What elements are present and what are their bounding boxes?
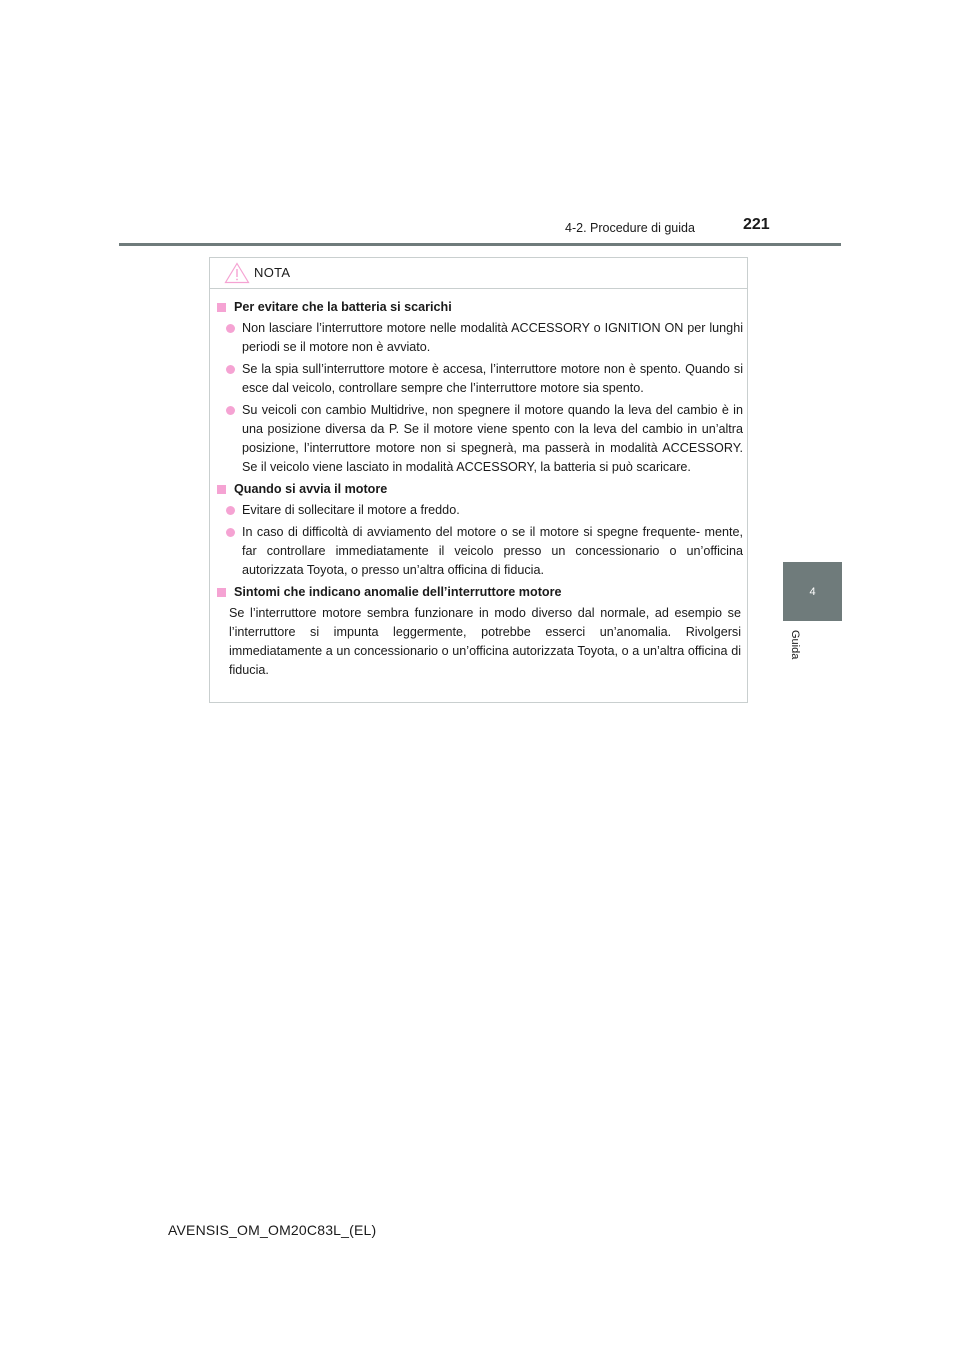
chapter-tab: [783, 562, 842, 621]
square-bullet-icon: [217, 303, 226, 312]
list-item: [210, 360, 749, 398]
list-item: [210, 501, 749, 520]
nota-box: [209, 257, 748, 703]
nota-title: NOTA: [254, 265, 291, 280]
chapter-number: 4: [809, 585, 816, 598]
circle-bullet-icon: [226, 506, 235, 515]
nota-body: [210, 298, 749, 680]
section-heading-text: Quando si avvia il motore: [234, 482, 388, 496]
circle-bullet-icon: [226, 324, 235, 333]
warning-triangle-icon: [224, 262, 250, 284]
square-bullet-icon: [217, 588, 226, 597]
section-heading: [214, 583, 749, 602]
list-item: [210, 319, 749, 357]
circle-bullet-icon: [226, 365, 235, 374]
footer-doc-code: AVENSIS_OM_OM20C83L_(EL): [168, 1222, 377, 1238]
circle-bullet-icon: [226, 528, 235, 537]
chapter-label-text: Guida: [789, 630, 801, 660]
list-item: [210, 523, 749, 580]
section-heading: [214, 298, 749, 317]
list-item: [210, 401, 749, 477]
square-bullet-icon: [217, 485, 226, 494]
chapter-label: [780, 630, 810, 670]
circle-bullet-icon: [226, 406, 235, 415]
section-heading: [214, 480, 749, 499]
list-item-text: Evitare di sollecitare il motore a freddo.: [242, 503, 460, 517]
list-item-text: Se la spia sull’interruttore motore è accesa, l’interruttore motore non è spento. Quando si esce dal veicolo, controllare sempre che l’interruttore motore sia spento.: [242, 362, 743, 395]
header-rule: [119, 243, 841, 246]
list-item-text: In caso di difficoltà di avviamento del motore o se il motore si spegne frequente- mente, far controllare immediatamente il veicolo presso un concessionario o un’officina autorizzata Toyota, o presso un’altra officina di fiducia.: [242, 525, 743, 577]
page-number: 221: [743, 216, 770, 233]
nota-header: [210, 258, 747, 289]
header-section-title: 4-2. Procedure di guida: [565, 221, 695, 235]
section-paragraph: Se l’interruttore motore sembra funzionare in modo diverso dal normale, ad esempio se l’interruttore si impunta leggermente, potrebbe esserci un’anomalia. Rivolgersi immediatamente a un concessionario o un’officina autorizzata Toyota, o a un’altra officina di fiducia.: [229, 606, 741, 677]
list-item-text: Su veicoli con cambio Multidrive, non spegnere il motore quando la leva del cambio è in una posizione diversa da P. Se il motore viene spento con la leva del cambio in un’altra posizione, l’interruttore motore non si spegnerà, ma passerà in modalità ACCESSORY. Se il veicolo viene lasciato in modalità ACCESSORY, la batteria si può scaricare.: [242, 403, 743, 474]
section-heading-text: Sintomi che indicano anomalie dell’interruttore motore: [234, 585, 562, 599]
section-heading-text: Per evitare che la batteria si scarichi: [234, 300, 452, 314]
list-item-text: Non lasciare l’interruttore motore nelle modalità ACCESSORY o IGNITION ON per lunghi periodi se il motore non è avviato.: [242, 321, 743, 354]
